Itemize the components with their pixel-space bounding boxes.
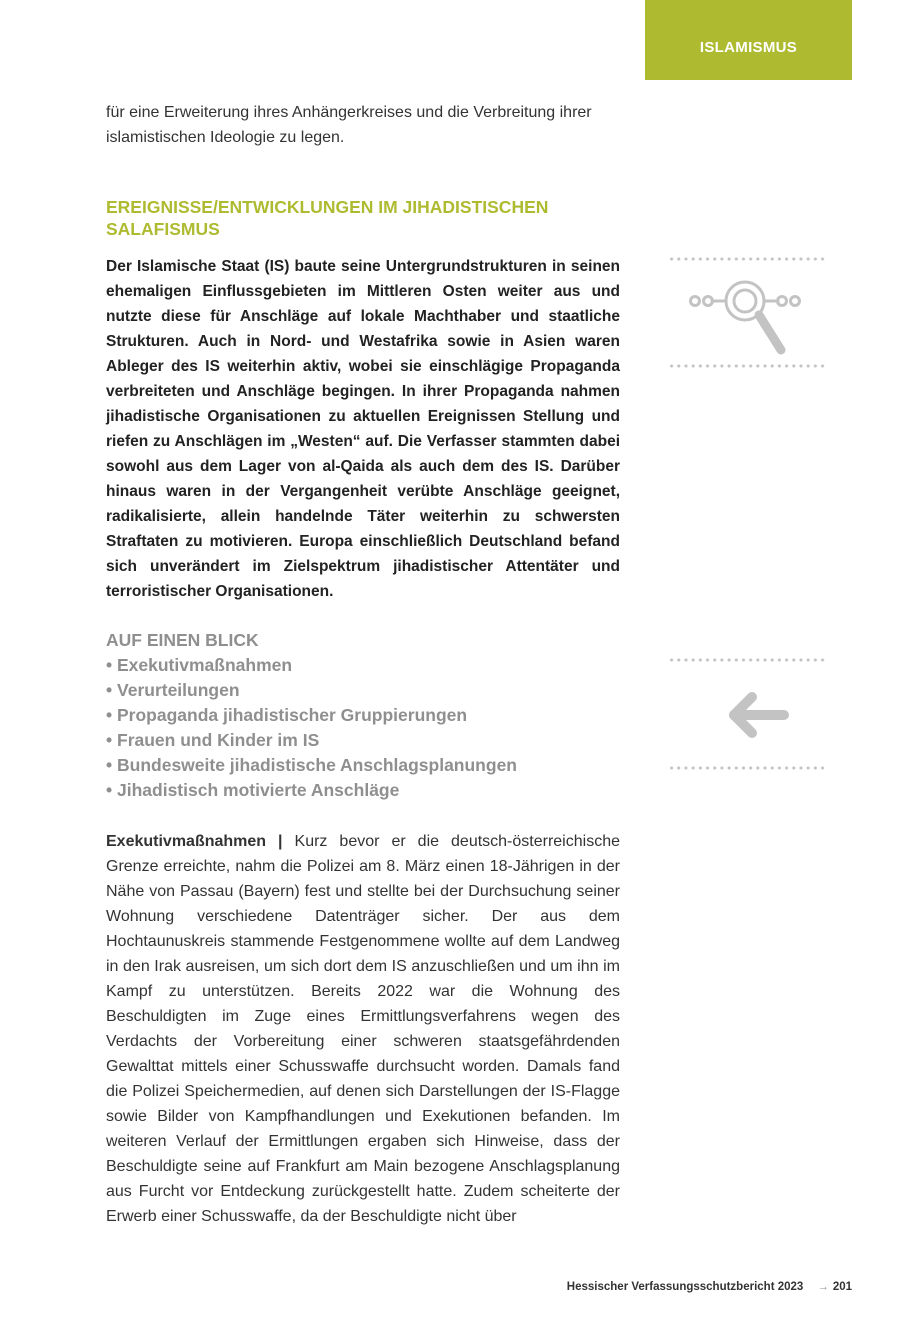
at-a-glance-item: • Jihadistisch motivierte Anschläge <box>106 778 620 803</box>
page-footer <box>567 1281 852 1293</box>
dotted-divider <box>668 766 826 770</box>
at-a-glance-list <box>106 653 620 803</box>
body-paragraph <box>106 829 620 1229</box>
at-a-glance-item: • Bundesweite jihadistische Anschlagsplanungen <box>106 753 620 778</box>
at-a-glance-item: • Propaganda jihadistischer Gruppierungen <box>106 703 620 728</box>
section-heading: EREIGNISSE/ENTWICKLUNGEN IM JIHADISTISCHEN SALAFISMUS <box>106 197 549 239</box>
section-tab-label: ISLAMISMUS <box>699 38 798 56</box>
at-a-glance-box <box>106 628 620 803</box>
dotted-divider <box>668 364 826 368</box>
body-text: Kurz bevor er die deutsch-österreichische Grenze erreichte, nahm die Polizei am 8. März einen 18-Jährigen in der Nähe von Passau (Bayern) fest und stellte bei der Durchsuchung seiner Wohnung verschiedene Datenträger sicher. Der aus dem Hochtaunuskreis stammende Festgenommene wollte auf dem Landweg in den Irak ausreisen, um sich dort dem IS anzuschließen und um ihn im Kampf zu unterstützen. Bereits 2022 war die Wohnung des Beschuldigten im Zuge eines Ermittlungsverfahrens wegen des Verdachts der Vorbereitung einer schweren staatsgefährdenden Gewalttat mittels einer Schusswaffe durchsucht worden. Damals fand die Polizei Speichermedien, auf denen sich Darstellungen der IS-Flagge sowie Bilder von Kampfhandlungen und Exekutionen befanden. Im weiteren Verlauf der Ermittlungen ergaben sich Hinweise, dass der Beschuldigte seine auf Frankfurt am Main bezogene Anschlagsplanung aus Furcht vor Entdeckung zurückgestellt hatte. Zudem scheiterte der Erwerb einer Schusswaffe, da der Beschuldigte nicht über <box>106 833 620 1225</box>
lead-paragraph: Der Islamische Staat (IS) baute seine Untergrundstrukturen in seinen ehemaligen Einflussgebieten im Mittleren Osten weiter aus und nutzte diese für Anschläge auf lokale Machthaber und staatliche Strukturen. Auch in Nord- und Westafrika sowie in Asien waren Ableger des IS weiterhin aktiv, wobei sie einschlägige Propaganda verbreiteten und Anschläge begingen. In ihrer Propaganda nahmen jihadistische Organisationen zu aktuellen Ereignissen Stellung und riefen zu Anschlägen im „Westen“ auf. Die Verfasser stammten dabei sowohl aus dem Lager von al-Qaida als auch dem des IS. Darüber hinaus waren in der Vergangenheit verübte Anschläge geeignet, radikalisierte, allein handelnde Täter weiterhin zu schwersten Straftaten zu motivieren. Europa einschließlich Deutschland befand sich unverändert im Zielspektrum jihadistischer Attentäter und terroristischer Organisationen. <box>106 258 620 600</box>
at-a-glance-item: • Frauen und Kinder im IS <box>106 728 620 753</box>
intro-paragraph: für eine Erweiterung ihres Anhängerkreises und die Verbreitung ihrer islamistischen Ideologie zu legen. <box>106 104 592 146</box>
arrow-left-icon <box>726 690 792 740</box>
footer-publication: Hessischer Verfassungsschutzbericht 2023 <box>566 1281 804 1293</box>
body-run-in-heading: Exekutivmaßnahmen | <box>106 833 283 850</box>
magnifier-chain-icon <box>686 272 812 358</box>
at-a-glance-title: AUF EINEN BLICK <box>106 630 259 650</box>
footer-arrow-icon: → <box>817 1281 829 1293</box>
at-a-glance-item: • Verurteilungen <box>106 678 620 703</box>
section-tab <box>645 0 852 80</box>
at-a-glance-item: • Exekutivmaßnahmen <box>106 653 620 678</box>
page-number: 201 <box>832 1281 852 1293</box>
dotted-divider <box>668 257 826 261</box>
dotted-divider <box>668 658 826 662</box>
